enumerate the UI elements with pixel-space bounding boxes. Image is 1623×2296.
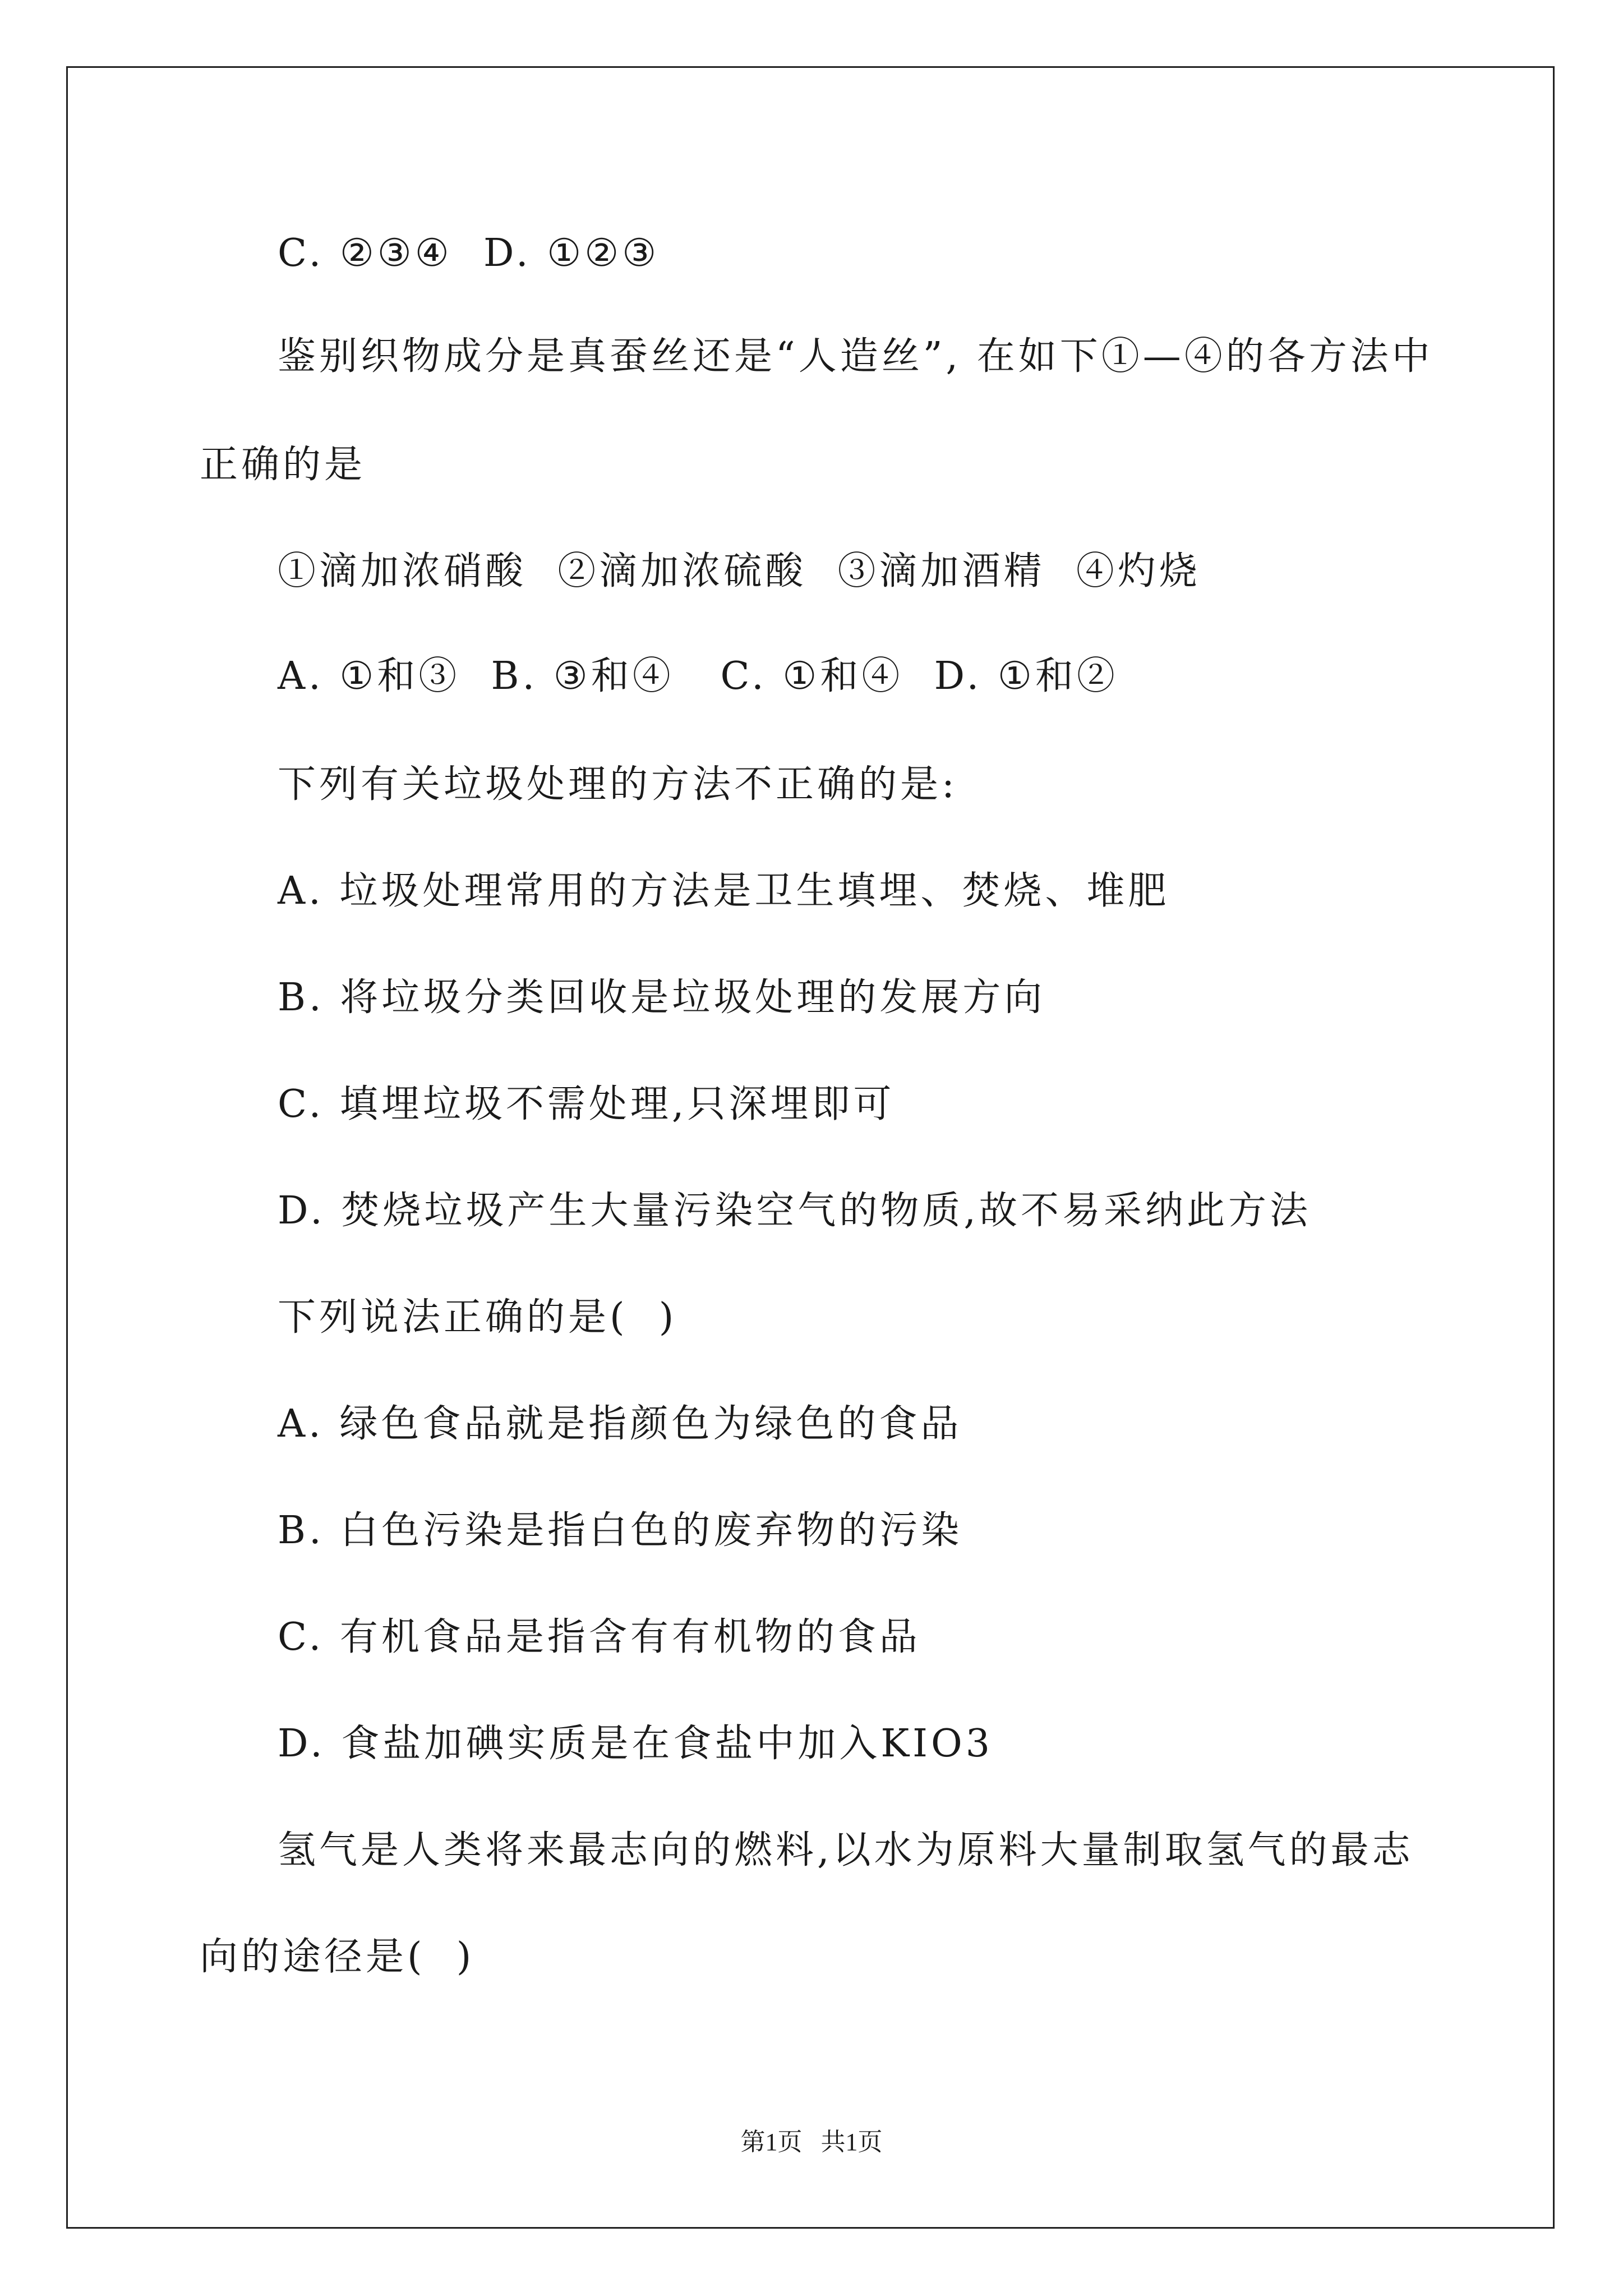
text-line-9: C. 填埋垃圾不需处理,只深埋即可	[278, 1082, 895, 1126]
text-line-8: B. 将垃圾分类回收是垃圾处理的发展方向	[278, 976, 1046, 1020]
text-line-13: B. 白色污染是指白色的废弃物的污染	[278, 1508, 963, 1553]
text-line-5: A. ①和③ B. ③和④ C. ①和④ D. ①和②	[278, 654, 1118, 698]
text-line-2: 鉴别织物成分是真蚕丝还是“人造丝”, 在如下①—④的各方法中	[278, 334, 1433, 379]
text-line-1: C. ②③④ D. ①②③	[278, 231, 660, 275]
text-line-7: A. 垃圾处理常用的方法是卫生填埋、焚烧、堆肥	[278, 869, 1170, 913]
text-line-3: 正确的是	[200, 443, 366, 487]
text-line-6: 下列有关垃圾处理的方法不正确的是:	[278, 762, 958, 807]
page-border	[66, 66, 1555, 2229]
text-line-12: A. 绿色食品就是指颜色为绿色的食品	[278, 1402, 962, 1446]
text-line-14: C. 有机食品是指含有有机物的食品	[278, 1615, 921, 1659]
text-line-15: D. 食盐加碘实质是在食盐中加入KIO3	[278, 1722, 994, 1766]
text-line-11: 下列说法正确的是( )	[278, 1295, 677, 1340]
text-line-16: 氢气是人类将来最志向的燃料,以水为原料大量制取氢气的最志	[278, 1828, 1414, 1872]
text-line-17: 向的途径是( )	[200, 1935, 475, 1979]
text-line-4: ①滴加浓硝酸 ②滴加浓硫酸 ③滴加酒精 ④灼烧	[278, 549, 1201, 593]
text-line-10: D. 焚烧垃圾产生大量污染空气的物质,故不易采纳此方法	[278, 1189, 1311, 1233]
page-footer: 第1页 共1页	[740, 2128, 883, 2156]
